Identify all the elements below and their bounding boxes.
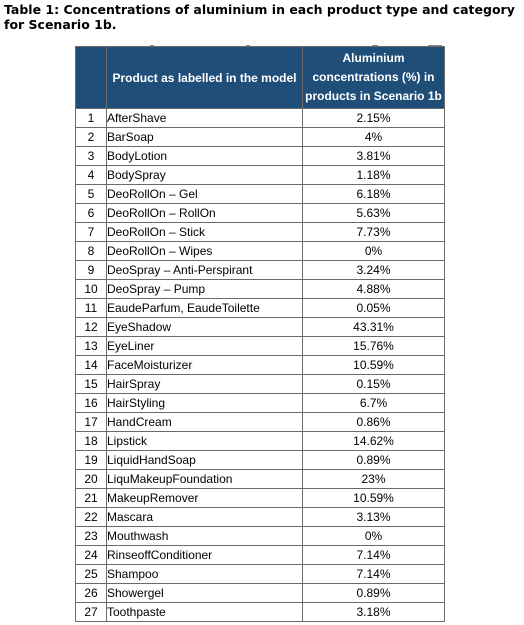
table-row <box>76 280 445 299</box>
concentration-cell: 0% <box>303 242 445 261</box>
concentration-cell: 4% <box>303 128 445 147</box>
product-cell: BarSoap <box>107 128 303 147</box>
product-cell: Shampoo <box>107 565 303 584</box>
concentration-cell: 7.14% <box>303 565 445 584</box>
table-row <box>76 451 445 470</box>
row-number: 7 <box>76 223 107 242</box>
table-caption: Table 1: Concentrations of aluminium in each product type and category for Scenario 1b. <box>4 2 515 32</box>
concentration-cell: 3.24% <box>303 261 445 280</box>
table-row <box>76 584 445 603</box>
row-number: 5 <box>76 185 107 204</box>
product-cell: Lipstick <box>107 432 303 451</box>
table-header-row <box>76 47 445 109</box>
row-number: 19 <box>76 451 107 470</box>
table-row <box>76 337 445 356</box>
concentration-cell: 15.76% <box>303 337 445 356</box>
product-cell: EyeShadow <box>107 318 303 337</box>
product-cell: DeoRollOn – Wipes <box>107 242 303 261</box>
row-number: 6 <box>76 204 107 223</box>
header-corner <box>76 47 107 109</box>
product-cell: DeoSpray – Pump <box>107 280 303 299</box>
product-cell: Toothpaste <box>107 603 303 622</box>
row-number: 24 <box>76 546 107 565</box>
row-number: 4 <box>76 166 107 185</box>
table-row <box>76 489 445 508</box>
row-number: 15 <box>76 375 107 394</box>
row-number: 3 <box>76 147 107 166</box>
concentration-cell: 3.18% <box>303 603 445 622</box>
row-number: 22 <box>76 508 107 527</box>
concentration-cell: 0.89% <box>303 584 445 603</box>
table-row <box>76 147 445 166</box>
table-row <box>76 109 445 128</box>
row-number: 23 <box>76 527 107 546</box>
product-cell: Mascara <box>107 508 303 527</box>
product-cell: MakeupRemover <box>107 489 303 508</box>
table-row <box>76 318 445 337</box>
product-cell: HandCream <box>107 413 303 432</box>
row-number: 14 <box>76 356 107 375</box>
table-row <box>76 356 445 375</box>
header-concentration-line: Aluminium <box>342 51 405 65</box>
concentration-cell: 0.05% <box>303 299 445 318</box>
table-row <box>76 508 445 527</box>
concentration-cell: 0.86% <box>303 413 445 432</box>
row-number: 20 <box>76 470 107 489</box>
header-concentration-line: products in Scenario 1b <box>305 89 442 103</box>
table-row <box>76 242 445 261</box>
concentration-cell: 2.15% <box>303 109 445 128</box>
row-number: 1 <box>76 109 107 128</box>
product-cell: BodySpray <box>107 166 303 185</box>
product-cell: HairStyling <box>107 394 303 413</box>
concentration-cell: 1.18% <box>303 166 445 185</box>
table-row <box>76 375 445 394</box>
concentration-cell: 0% <box>303 527 445 546</box>
table-row <box>76 527 445 546</box>
concentration-cell: 6.18% <box>303 185 445 204</box>
row-number: 12 <box>76 318 107 337</box>
table-row <box>76 565 445 584</box>
header-concentration-line: concentrations (%) in <box>312 70 435 84</box>
product-cell: LiquMakeupFoundation <box>107 470 303 489</box>
row-number: 25 <box>76 565 107 584</box>
concentration-cell: 0.89% <box>303 451 445 470</box>
product-cell: DeoRollOn – Gel <box>107 185 303 204</box>
table-row <box>76 299 445 318</box>
table-row <box>76 185 445 204</box>
concentration-cell: 23% <box>303 470 445 489</box>
table-row <box>76 470 445 489</box>
row-number: 11 <box>76 299 107 318</box>
concentration-cell: 14.62% <box>303 432 445 451</box>
product-cell: BodyLotion <box>107 147 303 166</box>
table-body <box>76 109 445 622</box>
row-number: 16 <box>76 394 107 413</box>
header-concentration <box>303 47 445 109</box>
product-cell: RinseoffConditioner <box>107 546 303 565</box>
row-number: 26 <box>76 584 107 603</box>
row-number: 17 <box>76 413 107 432</box>
product-cell: FaceMoisturizer <box>107 356 303 375</box>
row-number: 18 <box>76 432 107 451</box>
table-row <box>76 603 445 622</box>
concentration-cell: 3.81% <box>303 147 445 166</box>
header-product: Product as labelled in the model <box>107 47 303 109</box>
concentration-cell: 5.63% <box>303 204 445 223</box>
aluminium-concentration-table <box>75 46 445 622</box>
row-number: 8 <box>76 242 107 261</box>
product-cell: DeoRollOn – RollOn <box>107 204 303 223</box>
table-row <box>76 432 445 451</box>
concentration-cell: 3.13% <box>303 508 445 527</box>
table-row <box>76 261 445 280</box>
concentration-cell: 7.73% <box>303 223 445 242</box>
concentration-cell: 0.15% <box>303 375 445 394</box>
table-row <box>76 204 445 223</box>
product-cell: HairSpray <box>107 375 303 394</box>
concentration-cell: 4.88% <box>303 280 445 299</box>
concentration-cell: 43.31% <box>303 318 445 337</box>
product-cell: AfterShave <box>107 109 303 128</box>
row-number: 13 <box>76 337 107 356</box>
concentration-cell: 10.59% <box>303 356 445 375</box>
table-row <box>76 223 445 242</box>
row-number: 10 <box>76 280 107 299</box>
table-row <box>76 128 445 147</box>
product-cell: LiquidHandSoap <box>107 451 303 470</box>
product-cell: DeoRollOn – Stick <box>107 223 303 242</box>
table-row <box>76 546 445 565</box>
row-number: 21 <box>76 489 107 508</box>
row-number: 9 <box>76 261 107 280</box>
product-cell: DeoSpray – Anti-Perspirant <box>107 261 303 280</box>
table-row <box>76 413 445 432</box>
product-cell: Mouthwash <box>107 527 303 546</box>
product-cell: Showergel <box>107 584 303 603</box>
concentration-cell: 6.7% <box>303 394 445 413</box>
row-number: 2 <box>76 128 107 147</box>
concentration-cell: 7.14% <box>303 546 445 565</box>
concentration-cell: 10.59% <box>303 489 445 508</box>
table-row <box>76 166 445 185</box>
row-number: 27 <box>76 603 107 622</box>
product-cell: EyeLiner <box>107 337 303 356</box>
table-row <box>76 394 445 413</box>
product-cell: EaudeParfum, EaudeToilette <box>107 299 303 318</box>
